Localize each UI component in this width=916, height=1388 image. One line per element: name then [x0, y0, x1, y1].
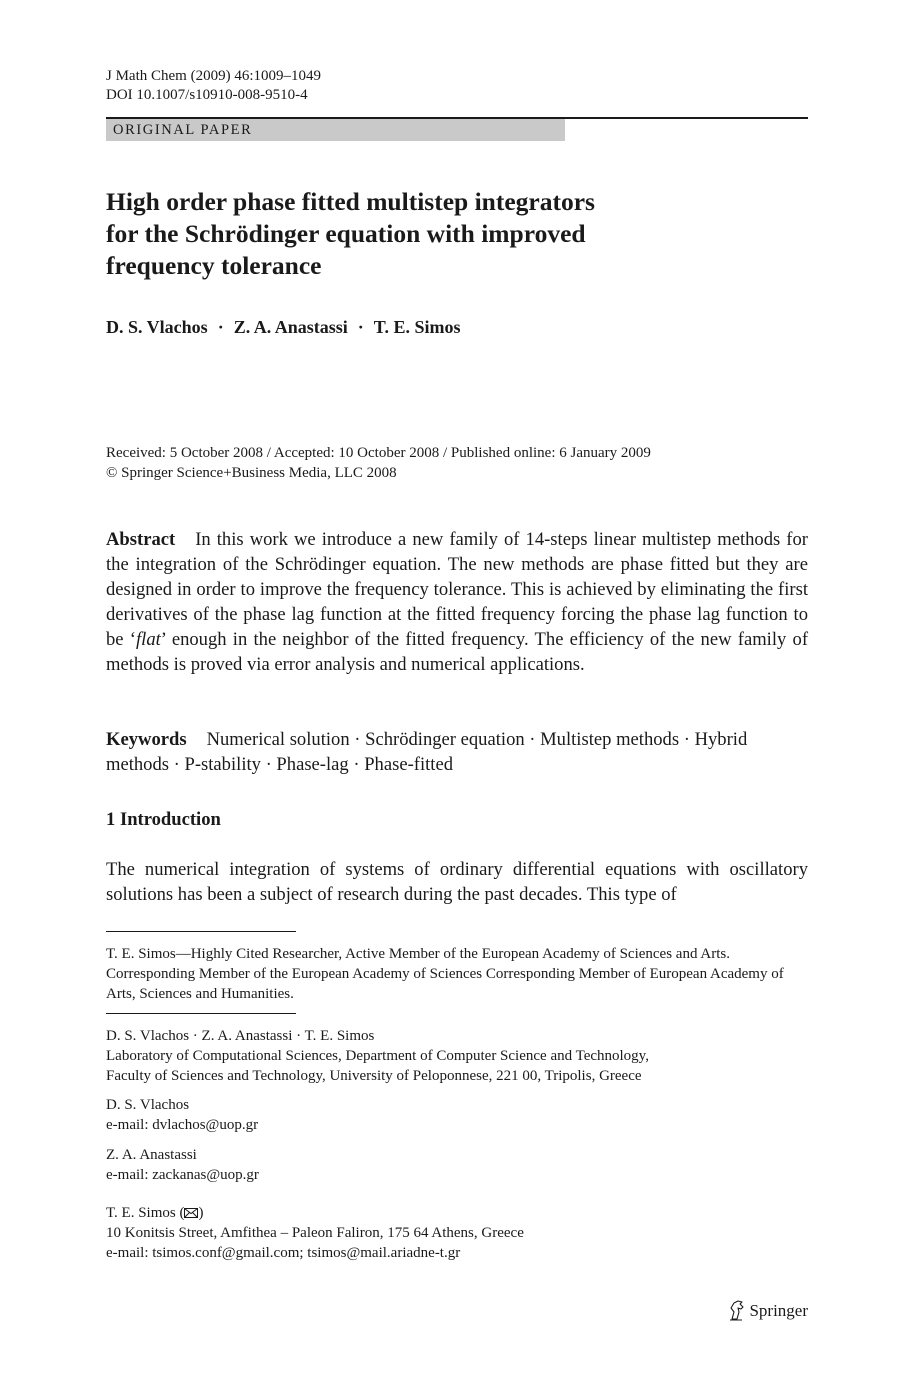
article-type-banner: ORIGINAL PAPER	[106, 119, 565, 141]
keywords	[106, 727, 808, 777]
envelope-icon	[184, 1208, 198, 1218]
author-list	[106, 315, 460, 339]
contact-email[interactable]: e-mail: dvlachos@uop.gr	[106, 1117, 259, 1133]
title-line: for the Schrödinger equation with improved	[106, 219, 586, 248]
affiliation-line: Faculty of Sciences and Technology, University of Peloponnese, 221 00, Tripolis, Greece	[106, 1068, 642, 1084]
keywords-label: Keywords	[106, 729, 187, 750]
journal-header	[106, 67, 321, 105]
paper-title	[106, 186, 706, 282]
contact-name: D. S. Vlachos	[106, 1097, 190, 1113]
author-name: Z. A. Anastassi	[233, 317, 348, 337]
publication-dates	[106, 443, 651, 483]
copyright-line: © Springer Science+Business Media, LLC 2008	[106, 465, 397, 481]
author-name: T. E. Simos	[373, 317, 461, 337]
corresponding-email[interactable]: e-mail: tsimos.conf@gmail.com; tsimos@mail.ariadne-t.gr	[106, 1245, 461, 1261]
doi: DOI 10.1007/s10910-008-9510-4	[106, 87, 308, 103]
author-name: D. S. Vlachos	[106, 317, 208, 337]
springer-horse-icon	[728, 1299, 746, 1321]
title-line: frequency tolerance	[106, 251, 322, 280]
publisher-logo	[728, 1299, 808, 1322]
abstract-text: In this work we introduce a new family of 14-steps linear multistep methods for the integration of the Schrödinger equation. The new methods are phase fitted but they are designed in order to improve the frequency tolerance. This is achieved by eliminating the first derivatives of the phase lag function at the fitted frequency forcing the phase lag function to be ‘	[106, 529, 808, 650]
corresponding-name-close: )	[198, 1205, 204, 1221]
affiliation-line: Laboratory of Computational Sciences, Department of Computer Science and Technology,	[106, 1048, 649, 1064]
introduction-text: The numerical integration of systems of ordinary differential equations with oscillatory solutions has been a subject of research during the past decades. This type of	[106, 859, 808, 905]
affiliation-rule	[106, 1013, 296, 1014]
abstract-label: Abstract	[106, 529, 176, 550]
author-separator: ·	[217, 317, 224, 337]
contact-email[interactable]: e-mail: zackanas@uop.gr	[106, 1167, 259, 1183]
contact-block	[106, 1095, 808, 1135]
section-title: Introduction	[119, 809, 221, 830]
publisher-name: Springer	[749, 1301, 808, 1320]
keywords-text: Numerical solution · Schrödinger equation · Multistep methods · Hybrid methods · P-stability · Phase-lag · Phase-fitted	[106, 729, 748, 775]
corresponding-author-block	[106, 1203, 808, 1263]
affiliation-names: D. S. Vlachos · Z. A. Anastassi · T. E. Simos	[106, 1028, 375, 1044]
section-number: 1	[106, 809, 116, 830]
abstract-text-end: ’ enough in the neighbor of the fitted frequency. The efficiency of the new family of methods is proved via error analysis and numerical applications.	[106, 629, 809, 675]
corresponding-name-line	[106, 1203, 808, 1223]
author-separator: ·	[357, 317, 364, 337]
corresponding-name: T. E. Simos (	[106, 1205, 185, 1221]
section-heading	[106, 807, 221, 832]
contact-block	[106, 1145, 808, 1185]
abstract-italic: flat	[135, 629, 161, 650]
corresponding-address: 10 Konitsis Street, Amfithea – Paleon Faliron, 175 64 Athens, Greece	[106, 1225, 524, 1241]
title-line: High order phase fitted multistep integrators	[106, 187, 595, 216]
contact-name: Z. A. Anastassi	[106, 1147, 197, 1163]
abstract	[106, 527, 808, 677]
footnote-honors: T. E. Simos—Highly Cited Researcher, Active Member of the European Academy of Sciences and Arts. Corresponding Member of the European Academy of Sciences Corresponding Member of European Academy of Arts, Sciences and Humanities.	[106, 946, 784, 1002]
footnote-rule	[106, 931, 296, 932]
journal-citation: J Math Chem (2009) 46:1009–1049	[106, 68, 321, 84]
affiliation-block	[106, 1026, 808, 1086]
history-line: Received: 5 October 2008 / Accepted: 10 October 2008 / Published online: 6 January 2009	[106, 445, 651, 461]
